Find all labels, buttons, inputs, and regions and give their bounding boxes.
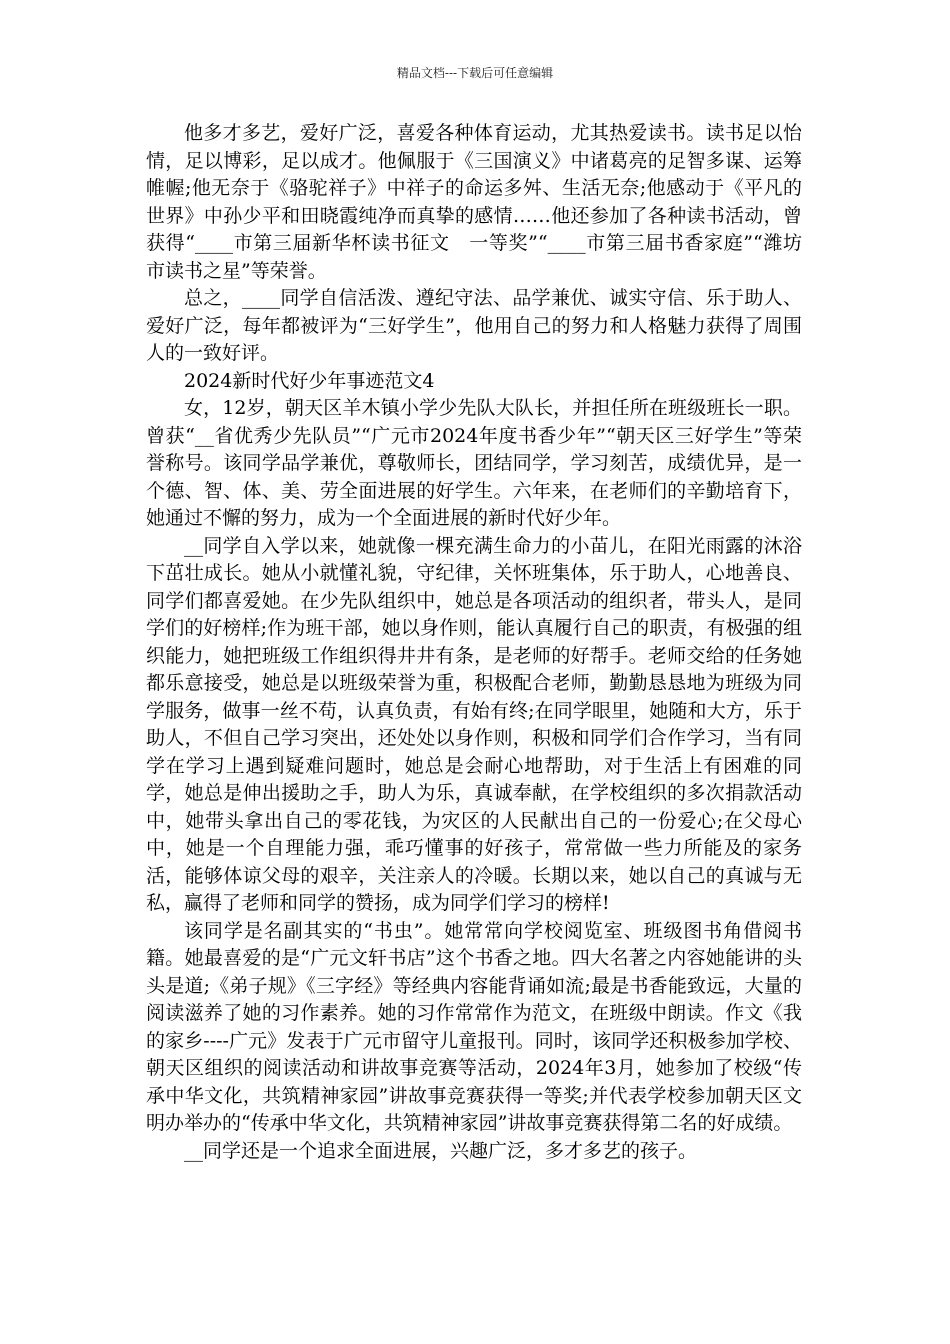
page-header: 精品文档---下载后可任意编辑 [396,66,554,80]
paragraph-all-round: __同学还是一个追求全面进展，兴趣广泛，多才多艺的孩子。 [184,1139,698,1162]
document-body [146,120,802,1165]
paragraph-bookworm: 该同学是名副其实的“书虫”。她常常向学校阅览室、班级图书角借阅书籍。她最喜爱的是“广元文轩书店”这个书香之地。四大名著之内容她能讲的头头是道;《弟子规》《三字经》等经典内容能背诵如流;最是书香能致远，大量的阅读滋养了她的习作素养。她的习作常常作为范文，在班级中朗读。作文《我的家乡----广元》发表于广元市留守儿童报刊。同时，该同学还积极参加学校、朝天区组织的阅读活动和讲故事竞赛等活动，2024年3月，她参加了校级“传承中华文化，共筑精神家园”讲故事竞赛获得一等奖;并代表学校参加朝天区文明办举办的“传承中华文化，共筑精神家园”讲故事竞赛获得第二名的好成绩。 [146,919,802,1134]
paragraph-character: __同学自入学以来，她就像一棵充满生命力的小苗儿，在阳光雨露的沐浴下茁壮成长。她从小就懂礼貌，守纪律，关怀班集体，乐于助人，心地善良、同学们都喜爱她。在少先队组织中，她总是各项活动的组织者，带头人，是同学们的好榜样;作为班干部，她以身作则，能认真履行自己的职责，有极强的组织能力，她把班级工作组织得井井有条，是老师的好帮手。老师交给的任务她都乐意接受，她总是以班级荣誉为重，积极配合老师，勤勤恳恳地为班级为同学服务，做事一丝不苟，认真负责，有始有终;在同学眼里，她随和大方，乐于助人，不但自己学习突出，还处处以身作则，积极和同学们合作学习，当有同学在学习上遇到疑难问题时，她总是会耐心地帮助，对于生活上有困难的同学，她总是伸出援助之手，助人为乐，真诚奉献，在学校组织的多次捐款活动中，她带头拿出自己的零花钱，为灾区的人民献出自己的一份爱心;在父母心中，她是一个自理能力强，乖巧懂事的好孩子，常常做一些力所能及的家务活，能够体谅父母的艰辛，关注亲人的冷暖。长期以来，她以自己的真诚与无私，赢得了老师和同学的赞扬，成为同学们学习的榜样! [146,534,802,914]
section-heading: 2024新时代好少年事迹范文4 [184,369,435,392]
paragraph-reading-hobbies: 他多才多艺，爱好广泛，喜爱各种体育运动，尤其热爱读书。读书足以怡情，足以博彩，足以成才。他佩服于《三国演义》中诸葛亮的足智多谋、运筹帷幄;他无奈于《骆驼祥子》中祥子的命运多舛、生活无奈;他感动于《平凡的世界》中孙少平和田晓霞纯净而真挚的感情……他还参加了各种读书活动，曾获得“____市第三届新华杯读书征文 一等奖”“____市第三届书香家庭”“潍坊市读书之星”等荣誉。 [146,122,802,282]
paragraph-intro: 女，12岁，朝天区羊木镇小学少先队大队长，并担任所在班级班长一职。曾获“__省优秀少先队员”“广元市2024年度书香少年”“朝天区三好学生”等荣誉称号。该同学品学兼优，尊敬师长，团结同学，学习刻苦，成绩优异，是一个德、智、体、美、劳全面进展的好学生。六年来，在老师们的辛勤培育下，她通过不懈的努力，成为一个全面进展的新时代好少年。 [146,397,802,529]
paragraph-summary: 总之，____同学自信活泼、遵纪守法、品学兼优、诚实守信、乐于助人、爱好广泛，每年都被评为“三好学生”，他用自己的努力和人格魅力获得了周围人的一致好评。 [146,287,802,364]
